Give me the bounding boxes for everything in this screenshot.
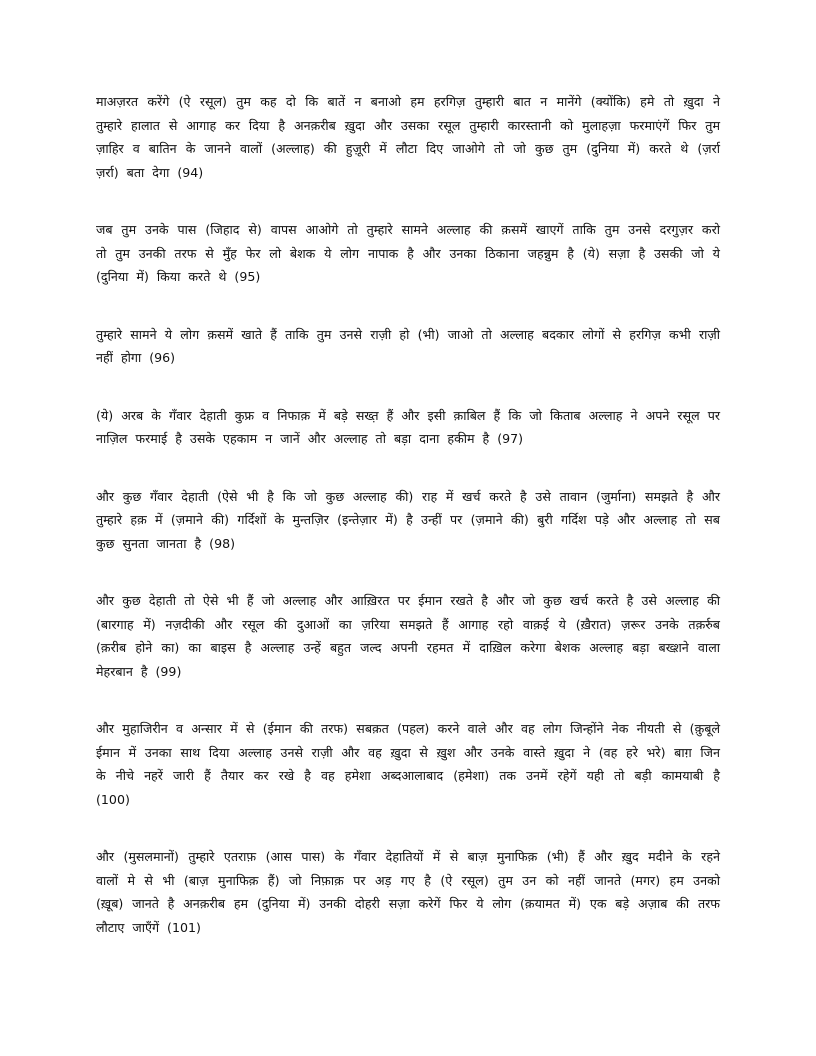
document-page bbox=[96, 90, 720, 973]
paragraph-verse-98: और कुछ गँवार देहाती (ऐसे भी है कि जो कुछ अल्लाह की) राह में खर्च करते है उसे तावान (जुर्माना) समझते है और तुम्हारे हक़ में (ज़माने की) गर्दिशों के मुन्तज़िर (इन्तेज़ार में) है उन्हीं पर (ज़माने की) बुरी गर्दिश पड़े और अल्लाह तो सब कुछ सुनता जानता है (98) bbox=[96, 488, 720, 551]
paragraph-verse-97: (ये) अरब के गँवार देहाती कुफ्र व निफाक़ में बड़े सख्त़ हैं और इसी क़ाबिल हैं कि जो किताब अल्लाह ने अपने रसूल पर नाज़िल फरमाई है उसके एहकाम न जानें और अल्लाह तो बड़ा दाना हकीम है (97) bbox=[96, 407, 720, 446]
paragraph-verse-100: और मुहाजिरीन व अन्सार में से (ईमान की तरफ) सबक़त (पहल) करने वाले और वह लोग जिन्होंने नेक नीयती से (क़ुबूले ईमान में उनका साथ दिया अल्लाह उनसे राज़ी और वह ख़ुदा से ख़ुश और उनके वास्ते ख़ुदा ने (वह हरे भरे) बाग़ जिन के नीचे नहरें जारी हैं तैयार कर रखे है वह हमेशा अब्दआलाबाद (हमेशा) तक उनमें रहेगें यही तो बड़ी कामयाबी है (100) bbox=[96, 721, 720, 807]
paragraph-verse-99: और कुछ देहाती तो ऐसे भी हैं जो अल्लाह और आख़िरत पर ईमान रखते है और जो कुछ खर्च करते है उसे अल्लाह की (बारगाह में) नज़दीकी और रसूल की दुआओं का ज़रिया समझते हैं आगाह रहो वाक़ई ये (ख़ैरात) ज़रूर उनके तक़र्रुब (क़रीब होने का) का बाइस है अल्लाह उन्हें बहुत जल्द अपनी रहमत में दाख़िल करेगा बेशक अल्लाह बड़ा बख्श़ने वाला मेहरबान है (99) bbox=[96, 593, 720, 679]
paragraph-verse-101: और (मुसलमानों) तुम्हारे एतराफ़ (आस पास) के गँवार देहातियों में से बाज़ मुनाफिक़ (भी) हैं और ख़ुद मदीने के रहने वालों मे से भी (बाज़ मुनाफिक़ हैं) जो निफ़ाक़ पर अड़ गए है (ऐ रसूल) तुम उन को नहीं जानते (मगर) हम उनको (ख़ूब) जानते है अनक़रीब हम (दुनिया में) उनकी दोहरी सज़ा करेगें फिर ये लोग (क़यामत में) एक बड़े अज़ाब की तरफ लौटाए जाएँगें (101) bbox=[96, 849, 720, 935]
paragraph-verse-94: माअज़रत करेंगे (ऐ रसूल) तुम कह दो कि बातें न बनाओ हम हरगिज़ तुम्हारी बात न मानेंगे (क्योंकि) हमे तो ख़ुदा ने तुम्हारे हालात से आगाह कर दिया है अनक़रीब ख़ुदा और उसका रसूल तुम्हारी कारस्तानी को मुलाहज़ा फरमाएंगें फिर तुम ज़ाहिर व बातिन के जानने वालों (अल्लाह) की हुज़ूरी में लौटा दिए जाओगे तो जो कुछ तुम (दुनिया में) करते थे (ज़र्रा ज़र्रा) बता देगा (94) bbox=[96, 94, 720, 180]
paragraph-verse-95: जब तुम उनके पास (जिहाद से) वापस आओगे तो तुम्हारे सामने अल्लाह की क़समें खाएगें ताकि तुम उनसे दरगुज़र करो तो तुम उनकी तरफ से मुँह फेर लो बेशक ये लोग नापाक है और उनका ठिकाना जहन्नुम है (ये) सज़ा है उसकी जो ये (दुनिया में) किया करते थे (95) bbox=[96, 222, 720, 284]
paragraph-verse-96: तुम्हारे सामने ये लोग क़समें खाते हैं ताकि तुम उनसे राज़ी हो (भी) जाओ तो अल्लाह बदकार लोगों से हरगिज़ कभी राज़ी नहीं होगा (96) bbox=[96, 326, 720, 365]
